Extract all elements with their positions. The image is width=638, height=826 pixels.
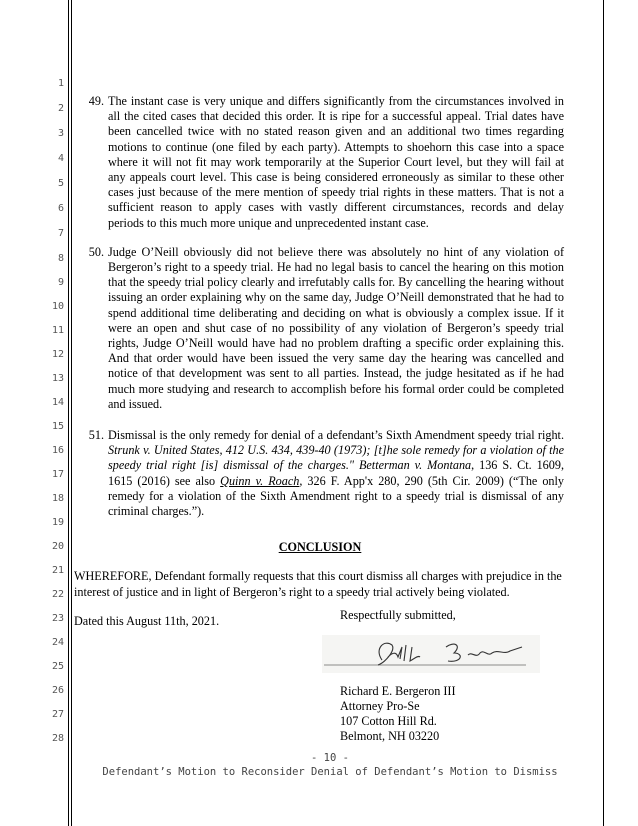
line-number: 3: [57, 128, 64, 139]
paragraph-number: 51.: [88, 428, 104, 443]
line-number: 10: [51, 301, 64, 312]
text-segment: , 412 U.S. 434, 439-40 (1973); [t]he sole remedy for a violation of the speedy trial right [is] dismissal of the charges.": [108, 443, 564, 473]
line-number: 12: [51, 349, 64, 360]
line-number: 8: [57, 253, 64, 264]
line-number: 21: [51, 565, 64, 576]
line-number: 4: [57, 153, 64, 164]
respectfully-submitted: Respectfully submitted,: [340, 608, 456, 622]
paragraph-text: The instant case is very unique and differs significantly from the circumstances involved in all the cited cases that decided this order. It is ripe for a successful appeal. Trial dates have been cancelled twice with no stated reason given and an additional two times regarding motions to continue (one filed by each party). Attempts to shoehorn this case into a space where it will not fit may work temporarily at the Superior Court level, but they will fail at any appeals court level. This case is being considered erroneously as similar to these other cases just because of the mere mention of speedy trial rights in these matters. That is not a sufficient reason to apply cases with vastly different circumstances, records and delay periods to this much more unique and unprecedented instant case.: [108, 94, 564, 230]
line-number: 28: [51, 733, 64, 744]
paragraph-number: 49.: [88, 94, 104, 108]
dated-line: Dated this August 11th, 2021.: [74, 613, 220, 628]
wherefore-clause: WHEREFORE, Defendant formally requests that this court dismiss all charges with prejudice in the interest of justice and in light of Bergeron’s right to a speedy trial actively being violated.: [74, 569, 562, 599]
line-number: 23: [51, 613, 64, 624]
footer-title: Defendant’s Motion to Reconsider Denial of Defendant’s Motion to Dismiss: [102, 766, 558, 778]
line-number: 22: [51, 589, 64, 600]
case-citation: Quinn v. Roach: [220, 473, 300, 488]
paragraph-51: [76, 428, 564, 519]
paragraph-49: [76, 94, 564, 231]
signer-city: Belmont, NH 03220: [340, 729, 440, 743]
line-number: 18: [51, 493, 64, 504]
page-number: - 10 -: [311, 752, 349, 764]
line-number: 20: [51, 541, 64, 552]
right-margin-rule: [603, 0, 604, 826]
text-segment: Dismissal is the only remedy for denial of a defendant’s Sixth Amendment speedy trial right.: [108, 428, 564, 443]
handwritten-signature: [322, 635, 540, 673]
line-number: 15: [51, 421, 64, 432]
line-number: 16: [51, 445, 64, 456]
line-number: 27: [51, 709, 64, 720]
left-margin-rule-1: [68, 0, 69, 826]
line-number: 25: [51, 661, 64, 672]
paragraph-number: 50.: [88, 244, 104, 259]
line-number: 13: [51, 373, 64, 384]
signer-title: Attorney Pro-Se: [340, 699, 420, 713]
conclusion-heading: CONCLUSION: [278, 540, 362, 555]
line-number: 5: [57, 178, 64, 189]
line-number: 6: [57, 203, 64, 214]
line-number: 1: [57, 78, 64, 89]
line-number: 24: [51, 637, 64, 648]
line-number: 9: [57, 277, 64, 288]
text-segment: , 326 F. App'x 280, 290 (5th Cir. 2009) (“The only remedy for a violation of the Sixth Amendment right to a speedy trial is dismissal of any criminal charges.”).: [108, 473, 565, 519]
line-number: 19: [51, 517, 64, 528]
case-citation: Betterman v. Montana: [358, 458, 472, 473]
line-number: 17: [51, 469, 64, 480]
paragraph-50: [76, 245, 564, 412]
signer-street: 107 Cotton Hill Rd.: [340, 714, 437, 728]
line-number: 26: [51, 685, 64, 696]
text-segment: , 136 S. Ct. 1609, 1615 (2016) see also: [108, 458, 564, 488]
case-citation: Strunk v. United States: [108, 443, 220, 458]
paragraph-text: [108, 428, 564, 519]
line-number: 7: [57, 228, 64, 239]
document-body: [76, 94, 564, 629]
line-number: 11: [51, 325, 64, 336]
paragraph-text: Judge O’Neill obviously did not believe there was absolutely no hint of any violation of Bergeron’s right to a speedy trial. He had no legal basis to cancel the hearing on this motion that the speedy trial policy clearly and irrefutably calls for. By cancelling the hearing without issuing an order explaining why on the same day, Judge O’Neill demonstrated that he had to spend additional time deliberating and deciding on what is obviously a complex issue. If it were an open and shut case of no possibility of any violation of Bergeron’s speedy trial rights, Judge O’Neill would have had no problem drafting a specific order explaining this. And that order would have been issued the very same day the hearing was cancelled and notice of that development was sent to all parties. Instead, the judge hesitated as if he had much more studying and research to accomplish before his formal order could be completed and issued.: [108, 244, 564, 411]
left-margin-rule-2: [71, 0, 72, 826]
line-number: 2: [57, 103, 64, 114]
signer-name: Richard E. Bergeron III: [340, 684, 456, 698]
line-number: 14: [51, 397, 64, 408]
